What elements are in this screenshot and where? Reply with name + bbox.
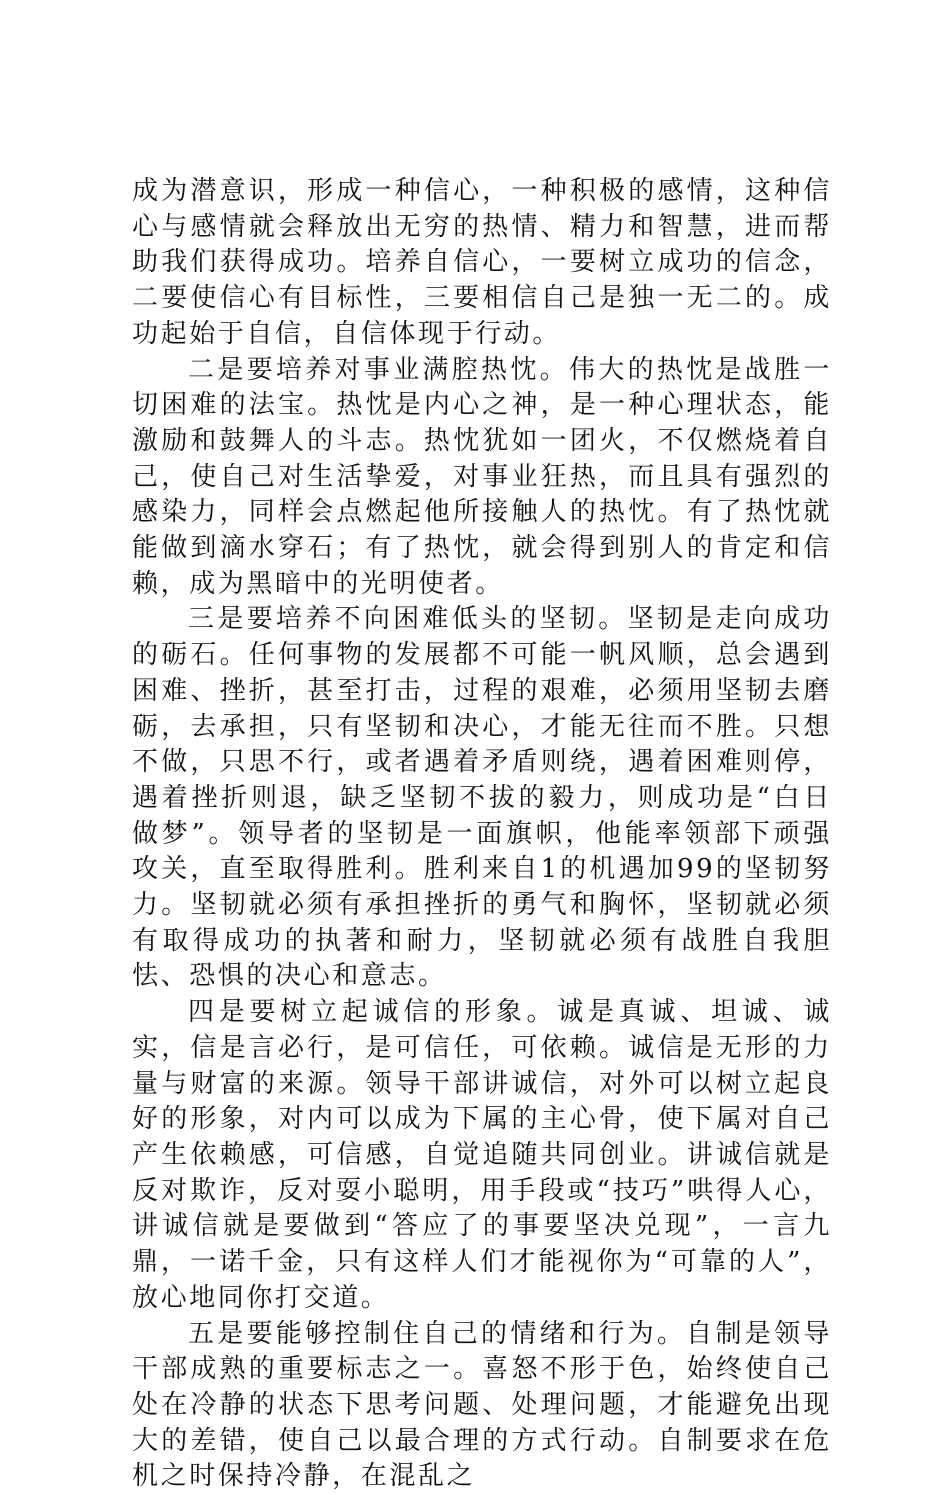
paragraph-self-control: 五是要能够控制住自己的情绪和行为。自制是领导干部成熟的重要标志之一。喜怒不形于色，始终使自己处在冷静的状态下思考问题、处理问题，才能避免出现大的差错，使自己以最合理的方式行动。自制要求在危机之时保持冷静，在混乱之 — [132, 1317, 832, 1495]
paragraph-continuation: 成为潜意识，形成一种信心，一种积极的感情，这种信心与感情就会释放出无穷的热情、精力和智慧，进而帮助我们获得成功。培养自信心，一要树立成功的信念，二要使信心有目标性，三要相信自己是独一无二的。成功起始于自信，自信体现于行动。 — [132, 174, 832, 353]
paragraph-integrity: 四是要树立起诚信的形象。诚是真诚、坦诚、诚实，信是言必行，是可信任，可依赖。诚信是无形的力量与财富的来源。领导干部讲诚信，对外可以树立起良好的形象，对内可以成为下属的主心骨，使下属对自己产生依赖感，可信感，自觉追随共同创业。讲诚信就是反对欺诈，反对耍小聪明，用手段或“技巧”哄得人心，讲诚信就是要做到“答应了的事要坚决兑现”，一言九鼎，一诺千金，只有这样人们才能视你为“可靠的人”，放心地同你打交道。 — [132, 995, 832, 1316]
paragraph-perseverance: 三是要培养不向困难低头的坚韧。坚韧是走向成功的砺石。任何事物的发展都不可能一帆风顺，总会遇到困难、挫折，甚至打击，过程的艰难，必须用坚韧去磨砺，去承担，只有坚韧和决心，才能无往而不胜。只想不做，只思不行，或者遇着矛盾则绕，遇着困难则停，遇着挫折则退，缺乏坚韧不拔的毅力，则成功是“白日做梦”。领导者的坚韧是一面旗帜，他能率领部下顽强攻关，直至取得胜利。胜利来自1的机遇加99的坚韧努力。坚韧就必须有承担挫折的勇气和胸怀，坚韧就必须有取得成功的执著和耐力，坚韧就必须有战胜自我胆怯、恐惧的决心和意志。 — [132, 602, 832, 995]
document-body — [132, 174, 832, 1495]
paragraph-enthusiasm: 二是要培养对事业满腔热忱。伟大的热忱是战胜一切困难的法宝。热忱是内心之神，是一种心理状态，能激励和鼓舞人的斗志。热忱犹如一团火，不仅燃烧着自己，使自己对生活挚爱，对事业狂热，而且具有强烈的感染力，同样会点燃起他所接触人的热忱。有了热忱就能做到滴水穿石；有了热忱，就会得到别人的肯定和信赖，成为黑暗中的光明使者。 — [132, 353, 832, 603]
